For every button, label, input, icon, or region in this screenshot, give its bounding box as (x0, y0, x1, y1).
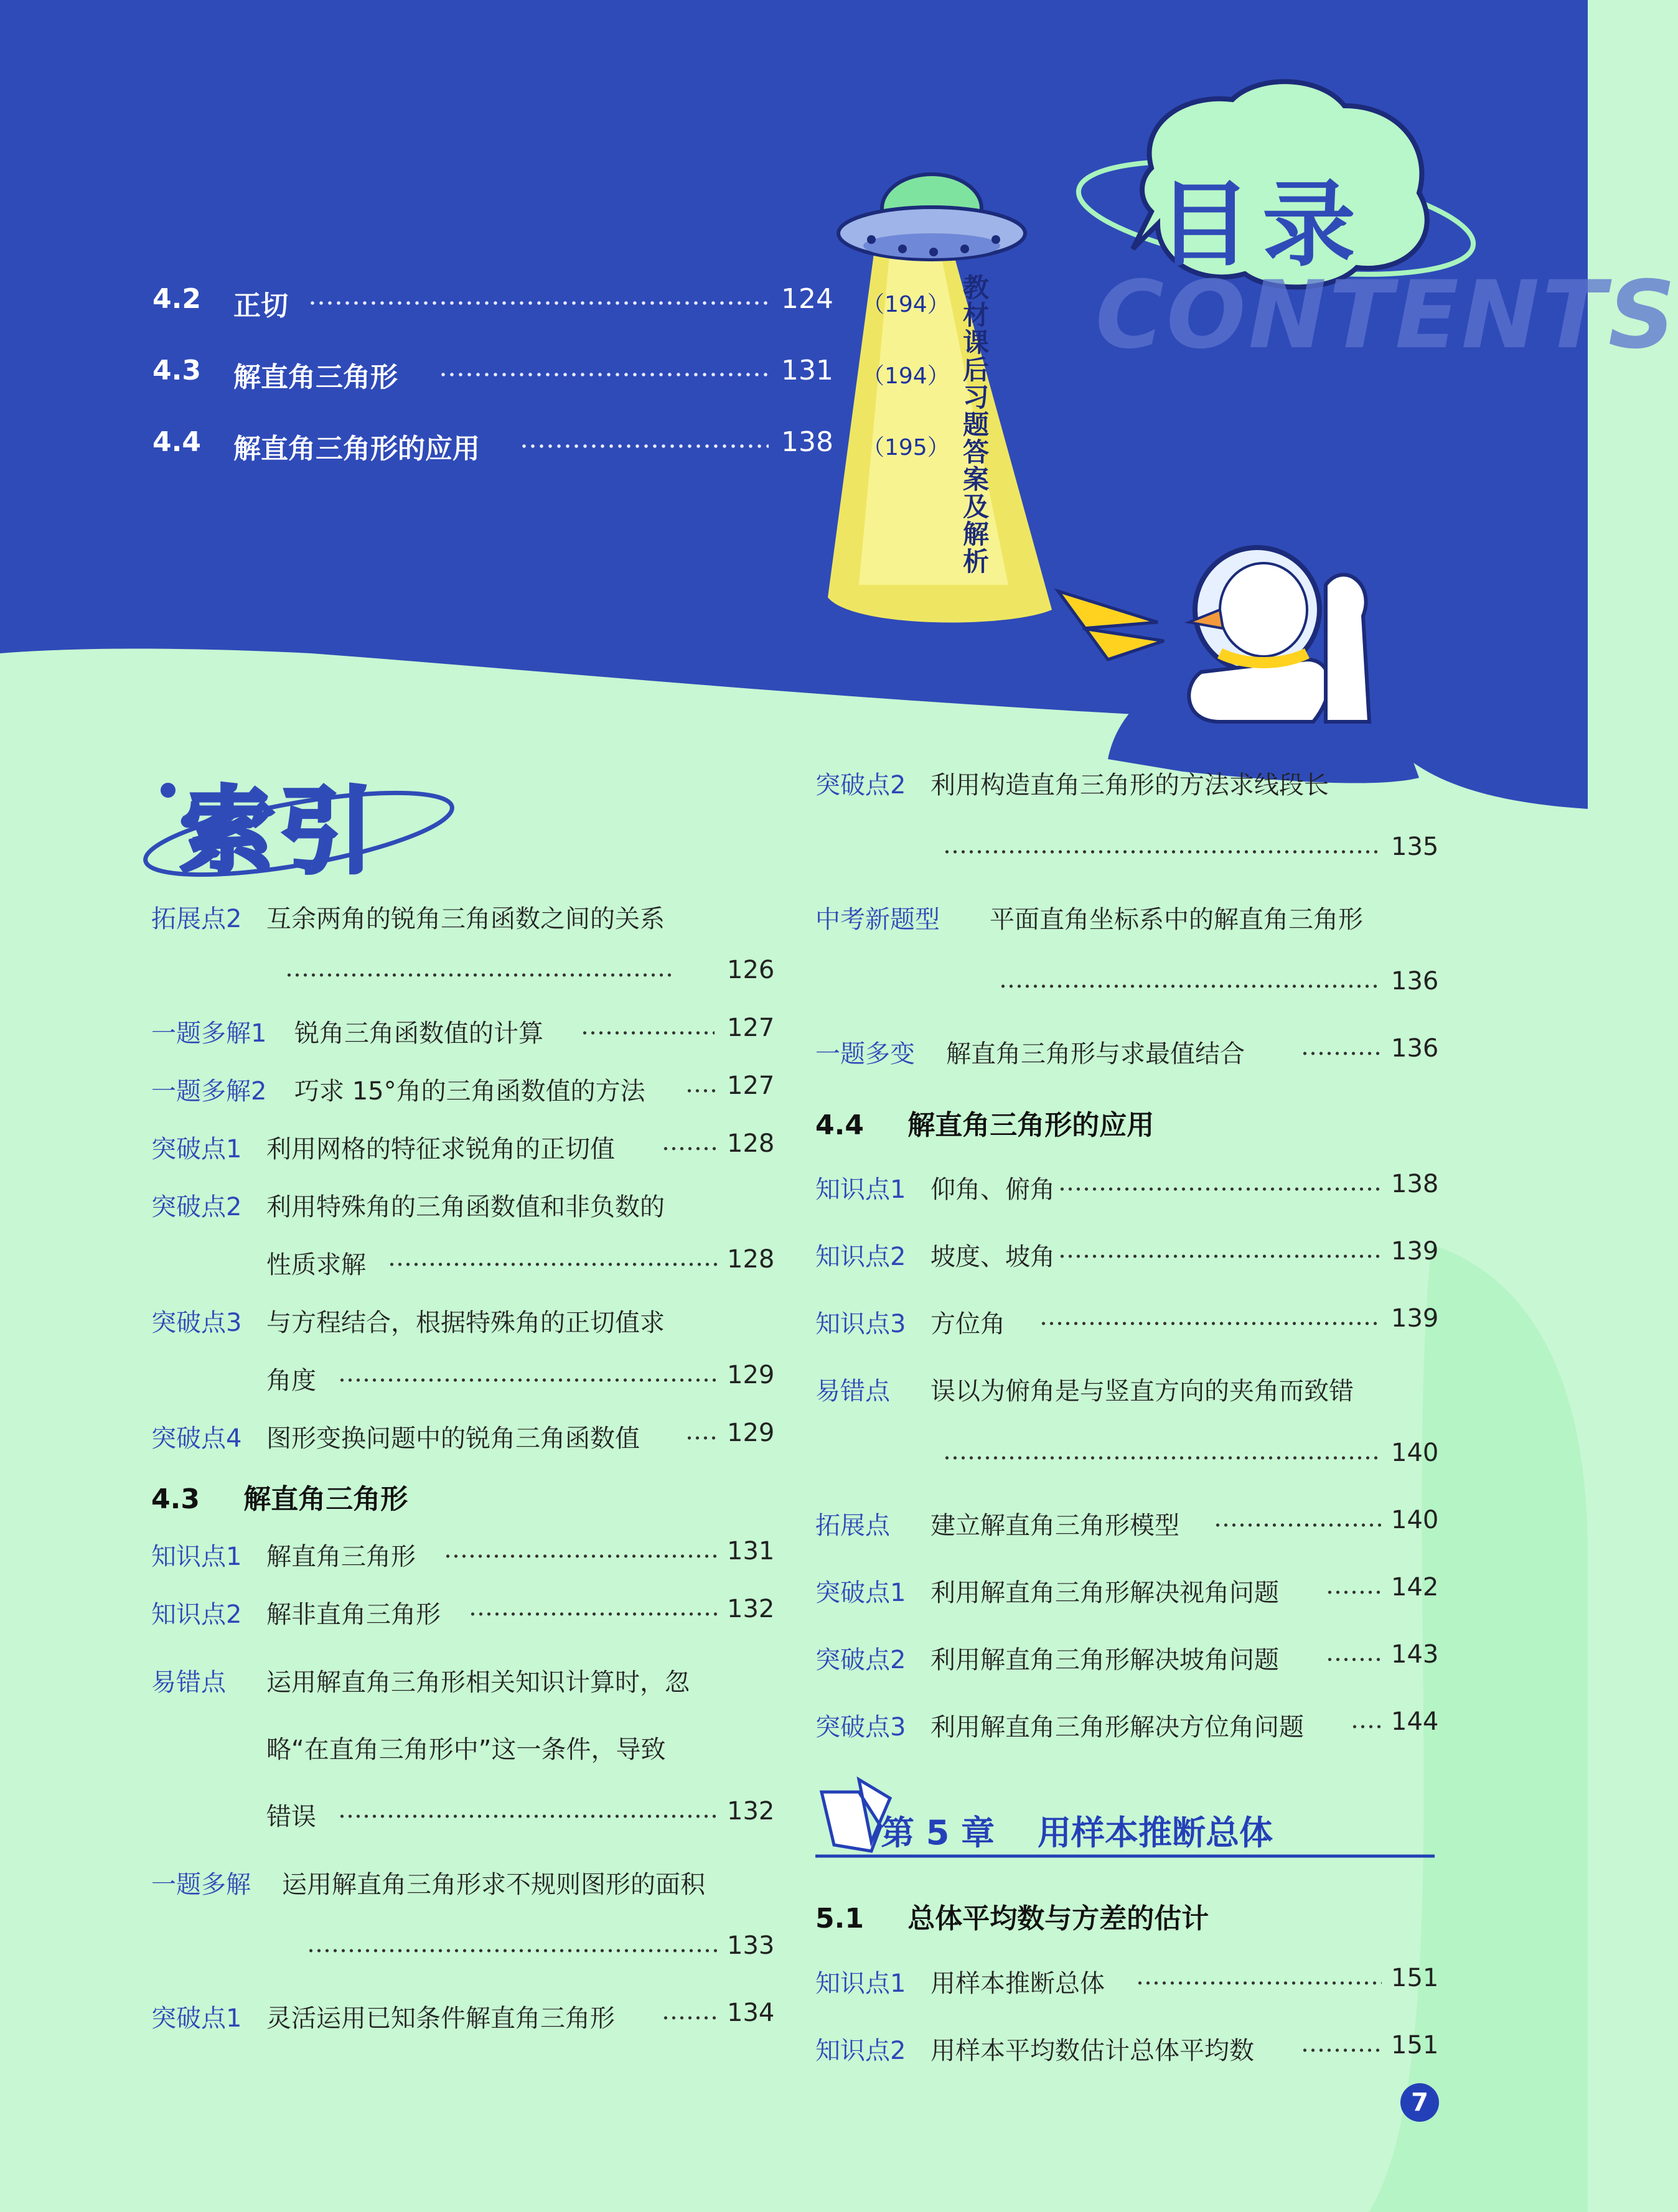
toc-page: 138 (781, 426, 833, 458)
entry-tag: 突破点3 (815, 1713, 906, 1742)
entry-page: 129 (727, 1419, 775, 1447)
entry-text: 运用解直角三角形求不规则图形的面积 (282, 1870, 705, 1899)
entry-tag: 拓展点2 (151, 905, 242, 933)
leader-dots (685, 1435, 716, 1440)
toc-page: 131 (781, 355, 833, 386)
entry-tag: 突破点4 (151, 1424, 242, 1453)
leader-dots (1058, 1254, 1382, 1259)
entry-text: 错误 (266, 1803, 316, 1831)
index-entry[interactable] (151, 1187, 774, 1225)
entry-page: 129 (727, 1361, 775, 1389)
index-entry[interactable] (815, 1170, 1438, 1207)
entry-tag: 突破点1 (815, 1579, 906, 1607)
index-entry[interactable] (151, 1865, 774, 1902)
leader-dots (662, 1146, 718, 1151)
index-entry[interactable] (151, 1303, 774, 1340)
entry-page: 142 (1391, 1573, 1439, 1602)
section-number: 4.3 (151, 1483, 200, 1515)
entry-page: 151 (1391, 1964, 1439, 1992)
index-entry[interactable] (815, 900, 1438, 937)
index-entry-cont (151, 1931, 774, 1969)
index-entry[interactable] (151, 1537, 774, 1574)
chapter-number: 第 5 章 (881, 1813, 995, 1852)
toc-answer-page: （194） (862, 292, 950, 317)
leader-dots (1326, 1657, 1382, 1662)
index-entry-cont (151, 1730, 774, 1767)
entry-page: 139 (1391, 1304, 1439, 1333)
index-entry[interactable] (151, 1419, 774, 1456)
entry-text: 方位角 (930, 1310, 1005, 1338)
toc-answer-page: （194） (862, 363, 950, 389)
index-entry[interactable] (151, 1999, 774, 2036)
index-entry-cont (815, 1439, 1438, 1476)
entry-text: 利用解直角三角形解决方位角问题 (930, 1713, 1304, 1742)
index-entry[interactable] (815, 1237, 1438, 1274)
entry-tag: 知识点3 (815, 1310, 906, 1338)
ufo-label: 教材课后习题答案及解析 (959, 274, 990, 575)
entry-tag: 知识点2 (151, 1600, 242, 1629)
entry-tag: 一题多解1 (151, 1019, 267, 1048)
leader-dots (662, 2015, 718, 2020)
entry-text: 解非直角三角形 (266, 1600, 441, 1629)
chapter-title: 用样本推断总体 (1038, 1813, 1273, 1852)
toc-number: 4.2 (152, 283, 201, 315)
section-title: 总体平均数与方差的估计 (907, 1903, 1209, 1934)
page-title: 目录 (1158, 171, 1367, 279)
leader-dots (1039, 1321, 1382, 1326)
chapter-heading (881, 1806, 1273, 1854)
leader-dots (338, 1814, 718, 1819)
entry-page: 127 (727, 1014, 775, 1042)
entry-tag: 易错点 (815, 1377, 890, 1406)
entry-text: 锐角三角函数值的计算 (294, 1019, 543, 1048)
entry-tag: 易错点 (151, 1668, 226, 1697)
index-entry[interactable] (815, 1304, 1438, 1342)
entry-tag: 知识点1 (815, 1175, 906, 1204)
leader-dots (388, 1262, 718, 1267)
entry-page: 135 (1391, 833, 1439, 861)
toc-title: 解直角三角形 (233, 362, 398, 393)
index-entry[interactable] (815, 1034, 1438, 1071)
entry-text: 利用解直角三角形解决坡角问题 (930, 1646, 1279, 1674)
entry-page: 132 (727, 1595, 775, 1623)
section-heading (151, 1477, 408, 1516)
entry-tag: 一题多变 (815, 1040, 915, 1068)
entry-tag: 知识点2 (815, 2037, 906, 2065)
section-heading (815, 1103, 1154, 1142)
index-entry[interactable] (151, 899, 774, 936)
entry-text: 运用解直角三角形相关知识计算时，忽 (266, 1668, 690, 1697)
entry-text: 角度 (266, 1366, 316, 1395)
entry-tag: 突破点2 (151, 1193, 242, 1221)
leader-dots (1301, 2048, 1382, 2053)
index-entry-cont (151, 1797, 774, 1834)
toc-row[interactable] (152, 283, 950, 333)
page-subtitle: CONTENTS (1095, 261, 1678, 370)
index-entry[interactable] (815, 1640, 1438, 1678)
entry-tag: 突破点2 (815, 771, 906, 800)
entry-page: 140 (1391, 1439, 1439, 1467)
index-entry[interactable] (815, 1371, 1438, 1409)
leader-dots (307, 1948, 718, 1953)
entry-page: 134 (727, 1999, 775, 2027)
entry-text: 利用特殊角的三角函数值和非负数的 (266, 1193, 665, 1221)
entry-text: 平面直角坐标系中的解直角三角形 (990, 905, 1363, 934)
section-number: 4.4 (815, 1109, 864, 1141)
index-entry[interactable] (815, 1573, 1438, 1610)
entry-page: 144 (1391, 1707, 1439, 1736)
entry-tag: 知识点2 (815, 1243, 906, 1271)
section-title: 解直角三角形 (243, 1483, 408, 1515)
entry-text: 利用解直角三角形解决视角问题 (930, 1579, 1279, 1607)
entry-page: 138 (1391, 1170, 1439, 1198)
index-entry-cont (815, 967, 1438, 1004)
index-entry[interactable] (815, 1964, 1438, 2001)
index-entry[interactable] (815, 2031, 1438, 2068)
entry-text: 互余两角的锐角三角函数之间的关系 (266, 905, 665, 933)
entry-page: 131 (727, 1537, 775, 1566)
leader-dots (999, 984, 1379, 989)
entry-text: 与方程结合，根据特殊角的正切值求 (266, 1309, 665, 1337)
toc-title: 正切 (233, 290, 288, 322)
toc-row[interactable] (152, 426, 950, 476)
index-entry-cont (815, 833, 1438, 870)
leader-dots (444, 1554, 718, 1559)
entry-tag: 突破点1 (151, 1135, 242, 1164)
index-entry-cont (151, 956, 774, 993)
leader-dots (943, 1455, 1379, 1460)
leader-dots (469, 1612, 718, 1617)
entry-text: 略“在直角三角形中”这一条件，导致 (266, 1735, 666, 1764)
entry-page: 133 (727, 1931, 775, 1960)
entry-tag: 中考新题型 (815, 905, 940, 934)
entry-page: 132 (727, 1797, 775, 1826)
index-entry[interactable] (151, 1071, 774, 1109)
entry-tag: 一题多解 (151, 1870, 251, 1899)
leader-dots (1214, 1523, 1382, 1528)
entry-tag: 拓展点 (815, 1511, 890, 1540)
entry-page: 151 (1391, 2031, 1439, 2060)
index-entry[interactable] (151, 1014, 774, 1051)
entry-page: 143 (1391, 1640, 1439, 1669)
leader-dots (1351, 1724, 1382, 1729)
entry-tag: 突破点2 (815, 1646, 906, 1674)
leader-dots (1301, 1051, 1382, 1056)
leader-dots (285, 973, 671, 978)
toc-number: 4.4 (152, 426, 201, 458)
entry-text: 解直角三角形与求最值结合 (946, 1040, 1245, 1068)
entry-page: 136 (1391, 1034, 1439, 1063)
leader-dots (1136, 1981, 1382, 1986)
entry-text: 利用构造直角三角形的方法求线段长 (930, 771, 1329, 800)
entry-page: 126 (727, 956, 775, 984)
toc-answer-page: （195） (862, 435, 950, 460)
index-title: 索引 (180, 778, 380, 886)
entry-text: 坡度、坡角 (930, 1243, 1055, 1271)
entry-text: 用样本平均数估计总体平均数 (930, 2037, 1254, 2065)
leader-dots (1058, 1187, 1382, 1192)
entry-text: 用样本推断总体 (930, 1969, 1105, 1998)
entry-text: 建立解直角三角形模型 (930, 1511, 1179, 1540)
leader-dots (581, 1030, 715, 1035)
index-entry[interactable] (815, 1707, 1438, 1745)
entry-page: 128 (727, 1129, 775, 1158)
entry-tag: 知识点1 (151, 1542, 242, 1571)
index-entry-cont (151, 1361, 774, 1398)
entry-page: 127 (727, 1071, 775, 1100)
index-entry-cont (151, 1245, 774, 1282)
entry-text: 图形变换问题中的锐角三角函数值 (266, 1424, 640, 1453)
entry-page: 140 (1391, 1506, 1439, 1534)
index-entry[interactable] (151, 1663, 774, 1700)
entry-page: 139 (1391, 1237, 1439, 1266)
entry-page: 128 (727, 1245, 775, 1274)
entry-tag: 一题多解2 (151, 1077, 267, 1106)
entry-page: 136 (1391, 967, 1439, 996)
entry-tag: 突破点1 (151, 2004, 242, 2033)
entry-text: 仰角、俯角 (930, 1175, 1055, 1204)
toc-title: 解直角三角形的应用 (233, 433, 480, 465)
page-number: 7 (1400, 2083, 1439, 2122)
leader-dots (520, 444, 769, 449)
index-entry[interactable] (815, 765, 1438, 803)
entry-text: 巧求 15°角的三角函数值的方法 (294, 1077, 645, 1106)
entry-text: 性质求解 (266, 1251, 366, 1279)
toc-number: 4.3 (152, 355, 201, 386)
section-title: 解直角三角形的应用 (907, 1109, 1155, 1141)
section-heading (815, 1896, 1209, 1936)
toc-row[interactable] (152, 355, 950, 404)
leader-dots (439, 372, 769, 377)
leader-dots (338, 1378, 718, 1383)
index-entry[interactable] (151, 1129, 774, 1167)
entry-text: 利用网格的特征求锐角的正切值 (266, 1135, 615, 1164)
leader-dots (308, 301, 769, 306)
index-entry[interactable] (151, 1595, 774, 1632)
leader-dots (1326, 1590, 1382, 1595)
leader-dots (685, 1088, 716, 1093)
index-entry[interactable] (815, 1506, 1438, 1543)
entry-tag: 知识点1 (815, 1969, 906, 1998)
entry-tag: 突破点3 (151, 1309, 242, 1337)
toc-page: 124 (781, 283, 833, 315)
entry-text: 灵活运用已知条件解直角三角形 (266, 2004, 615, 2033)
section-number: 5.1 (815, 1903, 864, 1934)
entry-text: 误以为俯角是与竖直方向的夹角而致错 (930, 1377, 1354, 1406)
leader-dots (943, 849, 1379, 854)
entry-text: 解直角三角形 (266, 1542, 416, 1571)
